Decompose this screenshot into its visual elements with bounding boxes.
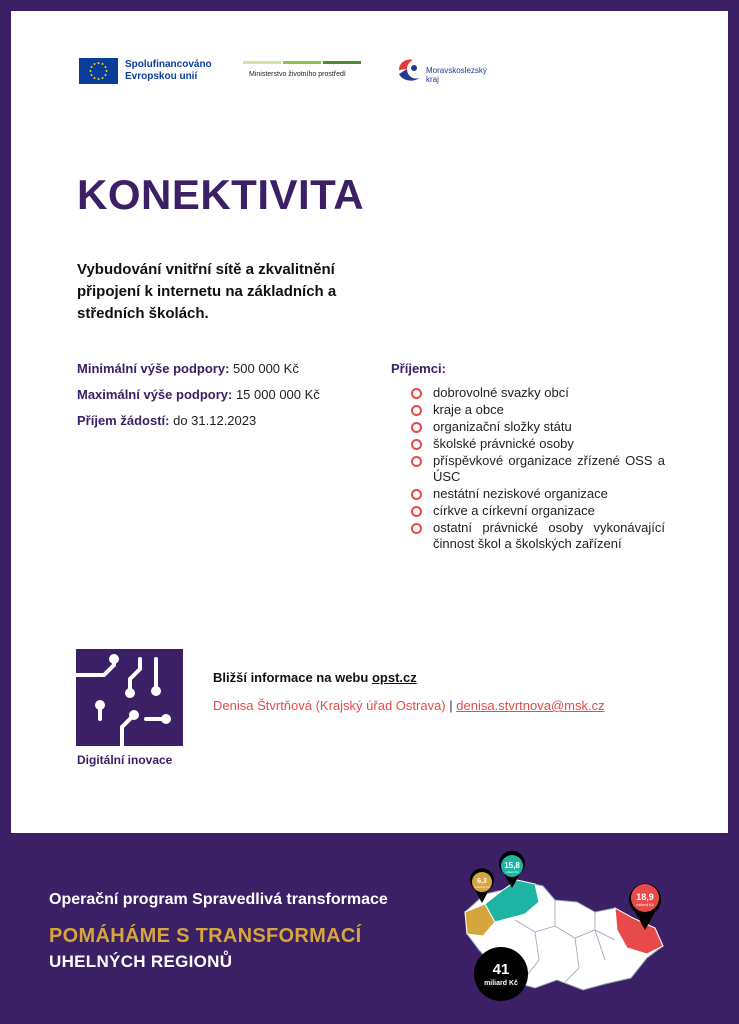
eu-text-line1: Spolufinancováno — [125, 59, 212, 70]
eu-text-line2: Evropskou unií — [125, 71, 198, 82]
list-item — [411, 453, 665, 485]
list-item-text: církve a církevní organizace — [433, 503, 595, 518]
pin-value: 6,3 — [477, 878, 487, 885]
program-title: Operační program Spravedlivá transformace — [49, 891, 388, 908]
ministry-logo-bar — [243, 61, 363, 64]
list-item-text: příspěvkové organizace zřízené OSS a ÚSC — [433, 453, 665, 484]
total-unit: miliard Kč — [484, 980, 518, 987]
contact-person: Denisa Štvrtňová (Krajský úřad Ostrava) — [213, 698, 446, 713]
eu-flag-logo — [79, 58, 118, 84]
fact-label: Minimální výše podpory: — [77, 361, 230, 376]
fact-max-support — [77, 387, 320, 402]
slogan-line1: POMÁHÁME S TRANSFORMACÍ — [49, 925, 362, 947]
list-item — [411, 503, 665, 519]
list-item — [411, 436, 665, 452]
list-item — [411, 385, 665, 401]
bullet-icon — [411, 456, 422, 467]
bullet-icon — [411, 405, 422, 416]
recipients-title: Příjemci: — [391, 361, 446, 376]
more-info — [213, 670, 417, 685]
bullet-icon — [411, 506, 422, 517]
list-item-text: organizační složky státu — [433, 419, 572, 434]
recipients-list — [411, 385, 665, 553]
bullet-icon — [411, 422, 422, 433]
web-link[interactable]: opst.cz — [371, 670, 417, 685]
page-title: KONEKTIVITA — [77, 171, 365, 218]
bullet-icon — [411, 388, 422, 399]
region-logo-text — [426, 66, 487, 84]
fact-deadline — [77, 413, 320, 428]
fact-value: do 31.12.2023 — [173, 413, 257, 428]
list-item-text: dobrovolné svazky obcí — [433, 385, 569, 400]
list-item — [411, 402, 665, 418]
eu-logo-text — [125, 59, 212, 83]
lead-text: Vybudování vnitřní sítě a zkvalitnění připojení k internetu na základních a středních školách. — [77, 261, 337, 322]
digital-innovation-icon — [76, 649, 183, 746]
list-item — [411, 419, 665, 435]
contact-separator: | — [449, 698, 453, 713]
contact-line — [213, 698, 605, 713]
fact-min-support — [77, 361, 320, 376]
pin-value: 18,9 — [636, 892, 654, 902]
bullet-icon — [411, 523, 422, 534]
fact-value: 15 000 000 Kč — [235, 387, 320, 402]
ministry-logo-text: Ministerstvo životního prostředí — [249, 71, 346, 78]
czech-map-graphic — [455, 850, 675, 1010]
fact-label: Příjem žádostí: — [77, 413, 170, 428]
poster-sheet — [11, 11, 728, 833]
digital-innovation-label: Digitální inovace — [77, 753, 173, 767]
list-item-text: ostatní právnické osoby vykonávající činnost škol a školských zařízení — [433, 520, 665, 551]
pin-value: 15,8 — [504, 861, 520, 870]
list-item-text: kraje a obce — [433, 402, 504, 417]
support-facts — [77, 361, 320, 439]
bullet-icon — [411, 439, 422, 450]
fact-value: 500 000 Kč — [233, 361, 299, 376]
list-item — [411, 520, 665, 552]
list-item-text: nestátní neziskové organizace — [433, 486, 608, 501]
list-item — [411, 486, 665, 502]
pin-unit: miliard Kč — [505, 870, 519, 874]
contact-email-link[interactable]: denisa.stvrtnova@msk.cz — [456, 698, 605, 713]
slogan-line2: UHELNÝCH REGIONŮ — [49, 952, 233, 971]
fact-label: Maximální výše podpory: — [77, 387, 233, 402]
map-total-badge — [474, 947, 528, 1001]
bullet-icon — [411, 489, 422, 500]
region-text-line1: Moravskoslezský — [426, 66, 487, 75]
list-item-text: školské právnické osoby — [433, 436, 574, 451]
region-logo-icon — [395, 56, 423, 82]
pin-unit: miliardy Kč — [474, 885, 490, 889]
pin-unit: miliard Kč — [636, 902, 654, 907]
region-text-line2: kraj — [426, 75, 439, 84]
more-info-text: Bližší informace na webu — [213, 670, 369, 685]
total-value: 41 — [492, 961, 510, 978]
